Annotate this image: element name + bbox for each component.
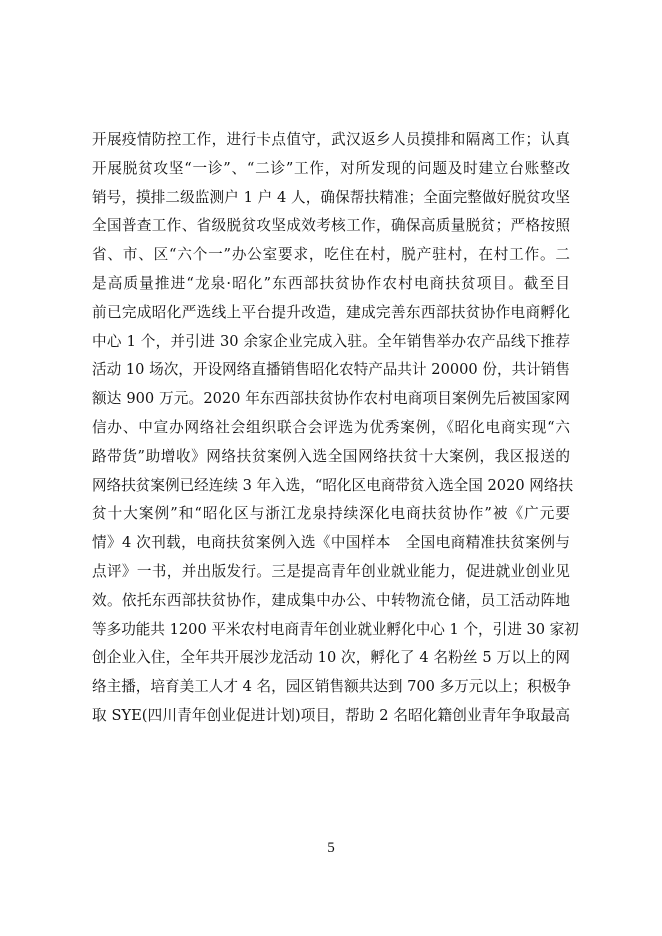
text-line: 前已完成昭化严选线上平台提升改造，建成完善东西部扶贫协作电商孵化 (92, 303, 570, 321)
text-line: 开展脱贫攻坚“一诊”、“二诊”工作，对所发现的问题及时建立台账整改 (92, 159, 570, 177)
text-line: 信办、中宣办网络社会组织联合会评选为优秀案例，《昭化电商实现“六 (92, 418, 570, 436)
text-line: 活动 10 场次，开设网络直播销售昭化农特产品共计 20000 份，共计销售 (92, 361, 570, 379)
text-line: 全国普查工作、省级脱贫攻坚成效考核工作，确保高质量脱贫；严格按照 (92, 217, 570, 235)
text-line: 效。依托东西部扶贫协作，建成集中办公、中转物流仓储，员工活动阵地 (92, 591, 570, 609)
text-line: 中心 1 个，并引进 30 余家企业完成入驻。全年销售举办农产品线下推荐 (92, 332, 570, 350)
text-line: 情》4 次刊载，电商扶贫案例入选《中国样本 全国电商精准扶贫案例与 (92, 534, 570, 552)
text-line: 额达 900 万元。2020 年东西部扶贫协作农村电商项目案例先后被国家网 (92, 390, 570, 408)
text-line: 销号，摸排二级监测户 1 户 4 人，确保帮扶精准；全面完整做好脱贫攻坚 (92, 188, 570, 206)
page-number: 5 (327, 840, 335, 856)
text-line: 是高质量推进“龙泉·昭化”东西部扶贫协作农村电商扶贫项目。截至目 (92, 274, 570, 292)
text-line: 点评》一书，并出版发行。三是提高青年创业就业能力，促进就业创业见 (92, 562, 570, 580)
text-line: 取 SYE(四川青年创业促进计划)项目，帮助 2 名昭化籍创业青年争取最高 (92, 706, 570, 724)
body-text (92, 126, 579, 731)
text-line: 络主播，培育美工人才 4 名，园区销售额共达到 700 多万元以上；积极争 (92, 678, 571, 696)
text-line: 路带货”助增收》网络扶贫案例入选全国网络扶贫十大案例，我区报送的 (92, 447, 570, 465)
text-line: 等多功能共 1200 平米农村电商青年创业就业孵化中心 1 个，引进 30 家初 (92, 620, 579, 638)
text-line: 开展疫情防控工作，进行卡点值守，武汉返乡人员摸排和隔离工作；认真 (92, 131, 570, 148)
text-line: 贫十大案例”和“昭化区与浙江龙泉持续深化电商扶贫协作”被《广元要 (92, 505, 570, 523)
text-line: 网络扶贫案例已经连续 3 年入选，“昭化区电商带贫入选全国 2020 网络扶 (92, 476, 574, 494)
text-line: 省、市、区“六个一”办公室要求，吃住在村，脱产驻村，在村工作。二 (92, 246, 570, 264)
text-line: 创企业入住，全年共开展沙龙活动 10 次，孵化了 4 名粉丝 5 万以上的网 (92, 649, 570, 667)
